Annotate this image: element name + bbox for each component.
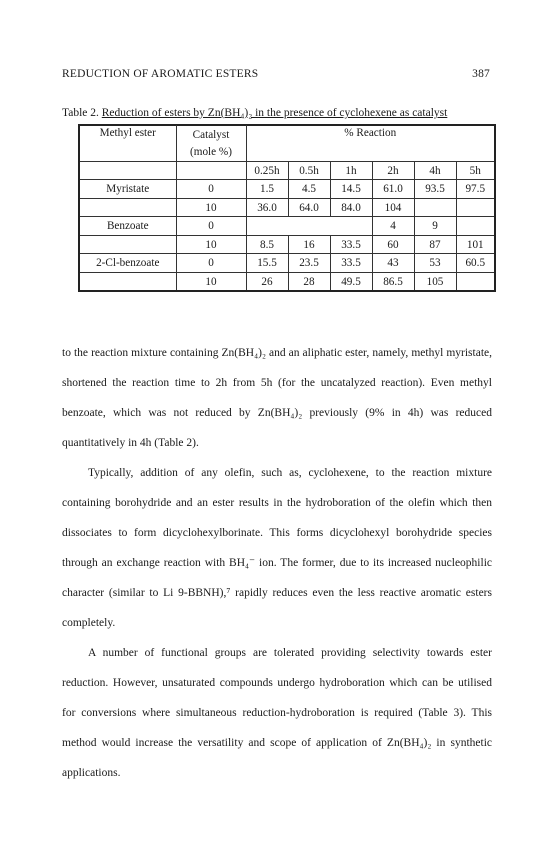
time-header: 2h: [372, 162, 414, 180]
catalyst-header-line1: Catalyst: [192, 129, 230, 141]
table-row: [79, 199, 495, 217]
time-header: 0.5h: [288, 162, 330, 180]
table-row: [79, 180, 495, 199]
reaction-value: 87: [414, 236, 456, 254]
paragraph: Typically, addition of any olefin, such as, cyclohexene, to the reaction mixture containing borohydride and an ester results in the hydroboration of the olefin which then dissociates to form dicyclohexylborinate. This forms dicyclohexyl borohydride species through an exchange reaction with BH₄⁻ ion. The former, due to its increased nucleophilic character (similar to Li 9-BBNH),⁷ rapidly reduces even the less reactive aromatic esters completely.: [62, 467, 492, 629]
reaction-value: 23.5: [288, 254, 330, 273]
catalyst-value: 0: [176, 217, 246, 236]
table-caption-label: Table 2.: [62, 107, 102, 119]
page-number: 387: [472, 68, 490, 80]
body-text: [62, 338, 492, 788]
table-row: [79, 254, 495, 273]
time-row-blank-2: [176, 162, 246, 180]
reaction-value: 26: [246, 273, 288, 292]
catalyst-value: 0: [176, 254, 246, 273]
ester-name: Myristate: [79, 180, 176, 199]
ester-name: [79, 199, 176, 217]
reaction-value: 36.0: [246, 199, 288, 217]
ester-name: Benzoate: [79, 217, 176, 236]
reaction-value: 33.5: [330, 236, 372, 254]
reaction-value: 84.0: [330, 199, 372, 217]
time-header: 5h: [456, 162, 495, 180]
table-caption-text: Reduction of esters by Zn(BH₄)₂ in the presence of cyclohexene as catalyst: [101, 107, 448, 119]
table-row: [79, 236, 495, 254]
reaction-value: 14.5: [330, 180, 372, 199]
paragraph: to the reaction mixture containing Zn(BH₄)₂ and an aliphatic ester, namely, methyl myristate, shortened the reaction time to 2h from 5h (for the uncatalyzed reaction). Even methyl benzoate, which was not reduced by Zn(BH₄)₂ previously (9% in 4h) was reduced quantitatively in 4h (Table 2).: [62, 347, 492, 449]
time-header: 0.25h: [246, 162, 288, 180]
catalyst-value: 10: [176, 199, 246, 217]
reaction-value: 101: [456, 236, 495, 254]
reaction-value: 28: [288, 273, 330, 292]
reaction-value: 60.5: [456, 254, 495, 273]
table-row: [79, 273, 495, 292]
reaction-value: 49.5: [330, 273, 372, 292]
catalyst-value: 10: [176, 273, 246, 292]
reaction-value: 93.5: [414, 180, 456, 199]
col-header-reaction: % Reaction: [246, 125, 495, 162]
reaction-value: 64.0: [288, 199, 330, 217]
ester-name: [79, 273, 176, 292]
reaction-value: 53: [414, 254, 456, 273]
reaction-value: 8.5: [246, 236, 288, 254]
catalyst-header-line2: (mole %): [190, 146, 232, 158]
reaction-value: 4: [372, 217, 414, 236]
reaction-table: [78, 124, 496, 292]
reaction-value-span: [246, 217, 372, 236]
catalyst-value: 10: [176, 236, 246, 254]
reaction-value: 60: [372, 236, 414, 254]
reaction-value: [456, 199, 495, 217]
col-header-ester: Methyl ester: [79, 125, 176, 162]
table-time-row: [79, 162, 495, 180]
reaction-value: [456, 273, 495, 292]
reaction-value: 97.5: [456, 180, 495, 199]
ester-name: 2-Cl-benzoate: [79, 254, 176, 273]
time-header: 1h: [330, 162, 372, 180]
ester-name: [79, 236, 176, 254]
running-title: REDUCTION OF AROMATIC ESTERS: [62, 68, 259, 80]
reaction-value: 1.5: [246, 180, 288, 199]
reaction-value: 9: [414, 217, 456, 236]
reaction-value: 86.5: [372, 273, 414, 292]
reaction-value: 43: [372, 254, 414, 273]
reaction-value: [456, 217, 495, 236]
time-header: 4h: [414, 162, 456, 180]
reaction-value: 4.5: [288, 180, 330, 199]
table-caption: [62, 107, 502, 119]
paragraph: A number of functional groups are tolerated providing selectivity towards ester reduction. However, unsaturated compounds undergo hydroboration which can be utilised for conversions where simultaneous reduction-hydroboration is required (Table 3). This method would increase the versatility and scope of application of Zn(BH₄)₂ in synthetic applications.: [62, 647, 492, 779]
table-row: [79, 217, 495, 236]
reaction-value: [414, 199, 456, 217]
reaction-value: 105: [414, 273, 456, 292]
reaction-value: 104: [372, 199, 414, 217]
reaction-value: 61.0: [372, 180, 414, 199]
col-header-catalyst: [176, 125, 246, 162]
catalyst-value: 0: [176, 180, 246, 199]
reaction-value: 16: [288, 236, 330, 254]
reaction-value: 15.5: [246, 254, 288, 273]
reaction-value: 33.5: [330, 254, 372, 273]
time-row-blank-1: [79, 162, 176, 180]
